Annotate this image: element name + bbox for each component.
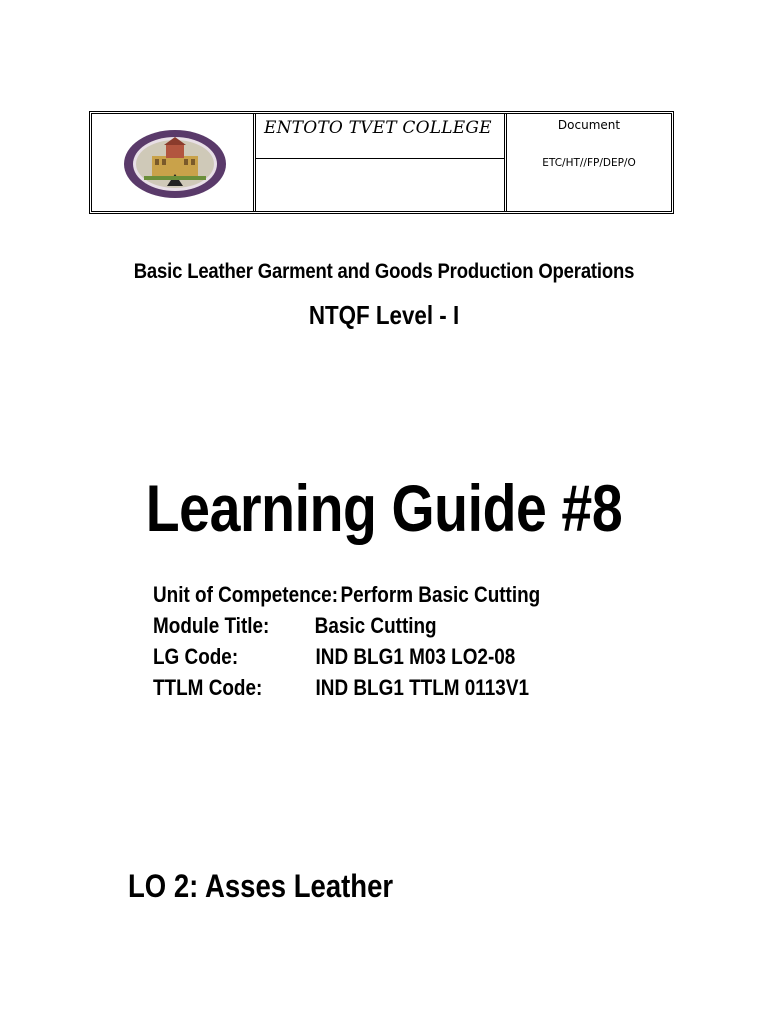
college-logo bbox=[122, 128, 228, 200]
info-value: Perform Basic Cutting bbox=[340, 582, 541, 607]
college-divider bbox=[256, 158, 504, 159]
document-cell bbox=[507, 114, 671, 211]
document-code: ETC/HT//FP/DEP/O bbox=[542, 157, 636, 169]
lo-title: LO 2: Asses Leather bbox=[128, 868, 394, 904]
info-label: TTLM Code: bbox=[153, 675, 263, 700]
info-block bbox=[153, 582, 753, 706]
program-title: Basic Leather Garment and Goods Production Operations bbox=[133, 259, 635, 283]
info-row-unit bbox=[153, 582, 669, 613]
info-label: Unit of Competence: bbox=[153, 582, 339, 607]
info-row-lg-code bbox=[153, 644, 669, 675]
info-row-module bbox=[153, 613, 669, 644]
info-value: IND BLG1 TTLM 0113V1 bbox=[315, 675, 529, 700]
logo-cell bbox=[92, 114, 256, 211]
level-title: NTQF Level - I bbox=[308, 300, 460, 330]
college-cell bbox=[256, 114, 507, 211]
header-table bbox=[89, 111, 674, 214]
info-value: Basic Cutting bbox=[314, 613, 437, 638]
college-name: ENTOTO TVET COLLEGE bbox=[264, 118, 492, 138]
info-row-ttlm-code bbox=[153, 675, 669, 706]
info-value: IND BLG1 M03 LO2-08 bbox=[315, 644, 516, 669]
info-label: LG Code: bbox=[153, 644, 239, 669]
info-label: Module Title: bbox=[153, 613, 270, 638]
document-label: Document bbox=[557, 118, 621, 132]
guide-title: Learning Guide #8 bbox=[145, 471, 623, 545]
